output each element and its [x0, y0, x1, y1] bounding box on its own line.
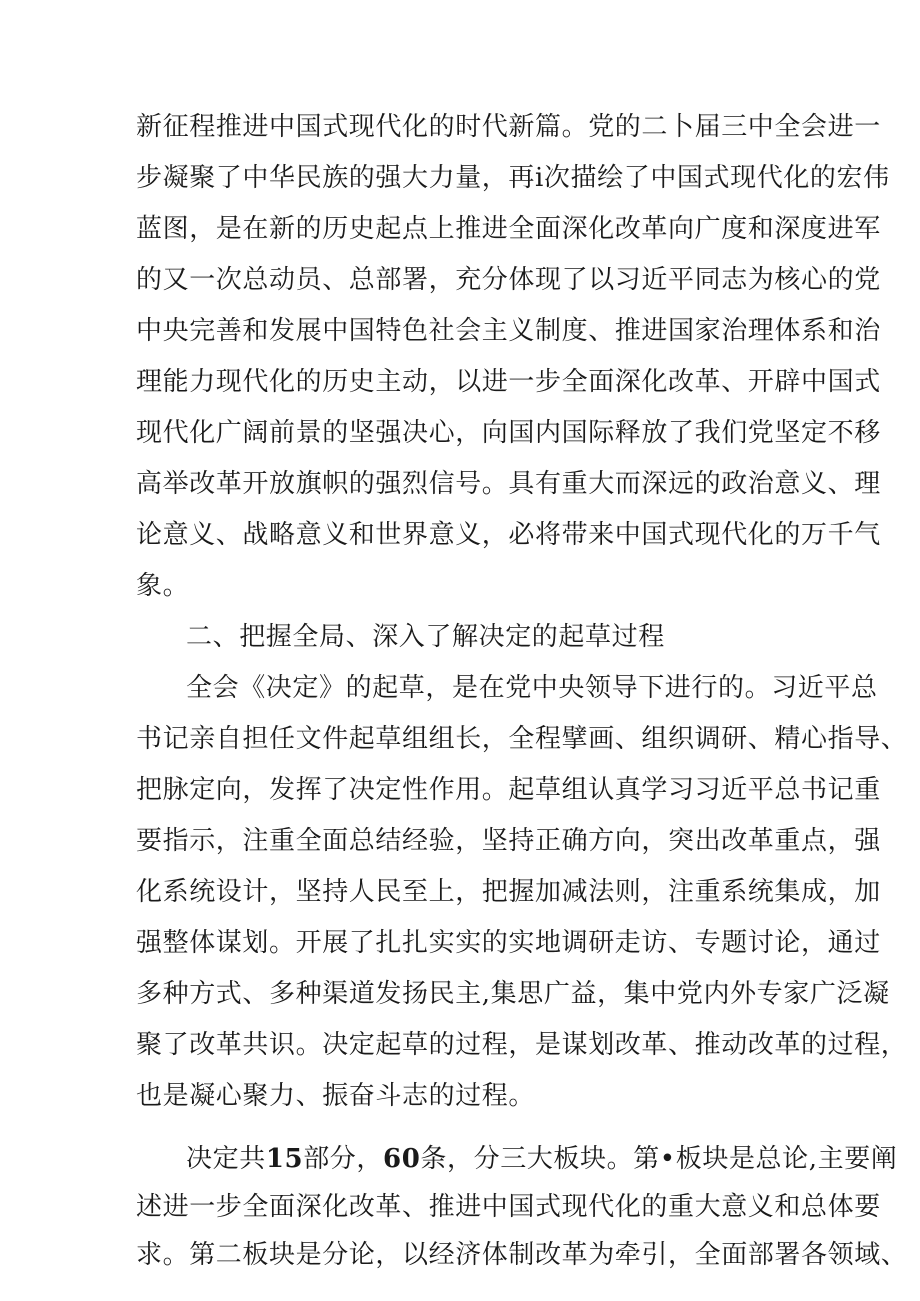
paragraph-2-line-8: 聚了改革共识。决定起草的过程，是谋划改革、推动改革的过程， — [136, 1030, 908, 1060]
section-heading: 二、把握全局、深入了解决定的起草过程 — [186, 622, 665, 652]
paragraph-2-line-4: 要指示，注重全面总结经验，坚持正确方向，突出改革重点，强 — [136, 826, 881, 856]
paragraph-1-line-3: 蓝图，是在新的历史起点上推进全面深化改革向广度和深度进军 — [136, 214, 881, 244]
paragraph-2-line-6: 强整体谋划。开展了扎扎实实的实地调研走访、专题讨论，通过 — [136, 928, 881, 958]
paragraph-2-line-5: 化系统设计，坚持人民至上，把握加减法则，注重系统集成，加 — [136, 877, 881, 907]
paragraph-3-line-3: 求。第二板块是分论，以经济体制改革为牵引，全面部署各领域、 — [136, 1240, 908, 1270]
paragraph-2-line-2: 书记亲自担任文件起草组组长，全程擘画、组织调研、精心指导、 — [136, 724, 908, 754]
paragraph-1-line-10: 象。 — [136, 571, 190, 601]
paragraph-3-line-1 — [186, 1142, 898, 1176]
paragraph-2-line-3: 把脉定向，发挥了决定性作用。起草组认真学习习近平总书记重 — [136, 775, 881, 805]
p3-number-articles: 60 — [383, 1144, 421, 1174]
paragraph-2-line-7: 多种方式、多种渠道发扬民主,集思广益，集中党内外专家广泛凝 — [136, 979, 890, 1009]
paragraph-1-line-8: 高举改革开放旗帜的强烈信号。具有重大而深远的政治意义、理 — [136, 469, 881, 499]
paragraph-1-line-1: 新征程推进中国式现代化的时代新篇。党的二卜届三中全会进一 — [136, 112, 881, 142]
p3-text-mid: 部分， — [303, 1144, 384, 1174]
paragraph-1-line-2: 步凝聚了中华民族的强大力量，再i次描绘了中国式现代化的宏伟 — [136, 163, 890, 193]
paragraph-1-line-4: 的又一次总动员、总部署，充分体现了以习近平同志为核心的党 — [136, 265, 881, 295]
paragraph-1-line-7: 现代化广阔前景的坚强决心，向国内国际释放了我们党坚定不移 — [136, 418, 881, 448]
paragraph-1-line-9: 论意义、战略意义和世界意义，必将带来中国式现代化的万千气 — [136, 520, 881, 550]
paragraph-2-line-9: 也是凝心聚力、振奋斗志的过程。 — [136, 1081, 536, 1111]
p3-text-post: 条，分三大板块。第•板块是总论,主要阐 — [420, 1144, 898, 1174]
paragraph-1-line-6: 理能力现代化的历史主动，以进一步全面深化改革、开辟中国式 — [136, 367, 881, 397]
paragraph-1-line-5: 中央完善和发展中国特色社会主义制度、推进国家治理体系和治 — [136, 316, 881, 346]
p3-text-pre: 决定共 — [186, 1144, 266, 1174]
paragraph-2-line-1: 全会《决定》的起草，是在党中央领导下进行的。习近平总 — [186, 673, 878, 703]
paragraph-3-line-2: 述进一步全面深化改革、推进中国式现代化的重大意义和总体要 — [136, 1192, 881, 1222]
p3-number-parts: 15 — [265, 1144, 304, 1174]
